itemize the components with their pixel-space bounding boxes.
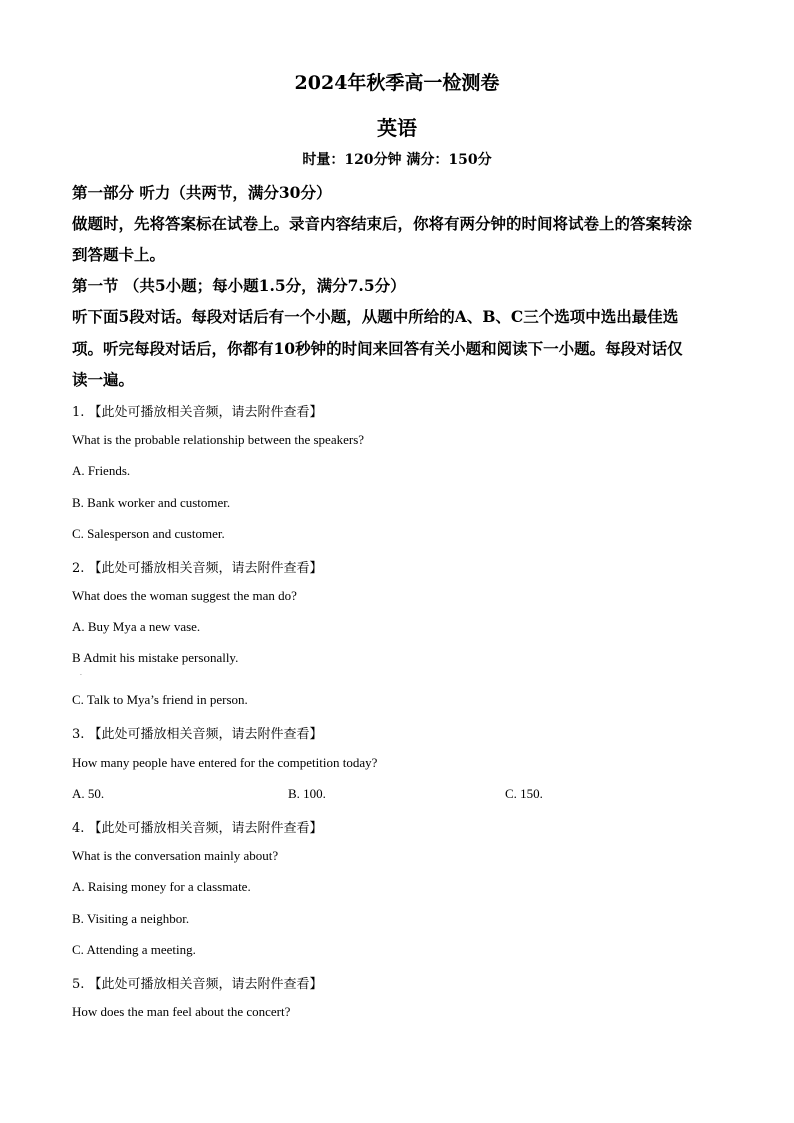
question-5-audio-link[interactable]: 5. 【此处可播放相关音频，请去附件查看】 <box>72 977 323 992</box>
question-2-text: What does the woman suggest the man do? <box>72 588 297 603</box>
question-3-option-c: C. 150. <box>505 786 543 801</box>
part1-instruction-line2: 到答题卡上。 <box>72 245 166 264</box>
part1-heading: 第一部分 听力（共两节，满分30分） <box>72 183 332 202</box>
question-3-option-b: B. 100. <box>288 786 326 801</box>
exam-time-score: 时量：120分钟 满分：150分 <box>302 152 492 168</box>
question-1-option-c: C. Salesperson and customer. <box>72 526 225 541</box>
question-4-text: What is the conversation mainly about? <box>72 848 279 863</box>
question-2-option-c: C. Talk to Mya’s friend in person. <box>72 692 248 707</box>
question-3-option-a: A. 50. <box>72 786 105 801</box>
exam-title: 2024年秋季高一检测卷 <box>294 72 500 94</box>
question-2-option-a: A. Buy Mya a new vase. <box>72 619 201 634</box>
question-1-option-a: A. Friends. <box>72 463 131 478</box>
question-1-option-b: B. Bank worker and customer. <box>72 495 231 510</box>
section1-instruction-line3: 读一遍。 <box>72 370 135 389</box>
question-4-option-a: A. Raising money for a classmate. <box>72 879 251 894</box>
question-4-option-c: C. Attending a meeting. <box>72 942 196 957</box>
part1-instruction-line1: 做题时，先将答案标在试卷上。录音内容结束后，你将有两分钟的时间将试卷上的答案转涂 <box>72 214 693 233</box>
question-1-audio-link[interactable]: 1. 【此处可播放相关音频，请去附件查看】 <box>72 405 323 420</box>
question-4-audio-link[interactable]: 4. 【此处可播放相关音频，请去附件查看】 <box>72 821 323 836</box>
section1-instruction-line2: 项。听完每段对话后，你都有10秒钟的时间来回答有关小题和阅读下一小题。每段对话仅 <box>72 339 683 358</box>
question-5-text: How does the man feel about the concert? <box>72 1004 291 1019</box>
section1-heading: 第一节 （共5小题；每小题1.5分，满分7.5分） <box>72 276 406 295</box>
question-2-option-b: B Admit his mistake personally. <box>72 650 239 665</box>
stray-dot: · <box>80 672 82 679</box>
exam-subject: 英语 <box>377 116 417 140</box>
question-2-audio-link[interactable]: 2. 【此处可播放相关音频，请去附件查看】 <box>72 561 323 576</box>
section1-instruction-line1: 听下面5段对话。每段对话后有一个小题，从题中所给的A、B、C三个选项中选出最佳选 <box>72 307 679 326</box>
question-3-text: How many people have entered for the competition today? <box>72 755 378 770</box>
question-3-audio-link[interactable]: 3. 【此处可播放相关音频，请去附件查看】 <box>72 727 323 742</box>
question-4-option-b: B. Visiting a neighbor. <box>72 911 190 926</box>
question-1-text: What is the probable relationship between the speakers? <box>72 432 365 447</box>
